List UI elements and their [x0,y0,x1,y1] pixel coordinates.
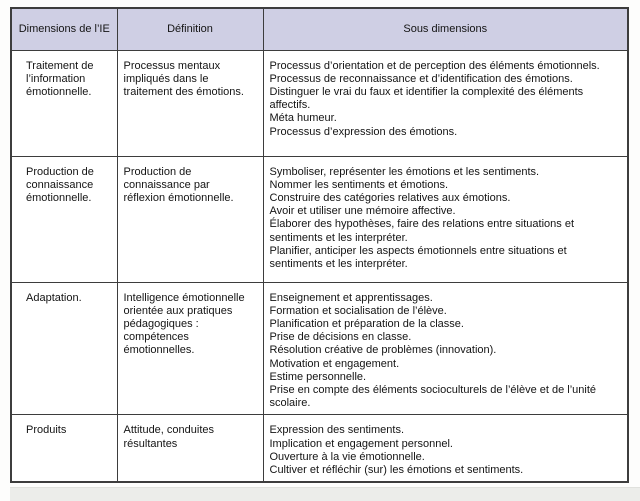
sous-dimension-item: Implication et engagement personnel. [269,437,453,450]
header-definition: Définition [117,8,263,50]
table-header-row [11,8,628,50]
sous-dimension-item: Distinguer le vrai du faux et identifier la complexité des éléments affectifs. [269,85,584,112]
header-dimensions: Dimensions de l’IE [11,8,117,50]
emotional-intelligence-table [10,7,629,483]
table-row [11,50,628,156]
sous-dimension-item: Formation et socialisation de l’élève. [269,304,447,317]
header-sous-dimensions: Sous dimensions [263,8,628,50]
sous-dimension-item: Construire des catégories relatives aux émotions. [269,191,511,204]
sous-dimensions-cell [263,282,628,415]
dimension-cell: Traitement de l’information émotionnelle. [11,50,117,156]
sous-dimensions-cell [263,156,628,282]
sous-dimension-item: Méta humeur. [269,112,337,125]
dimension-cell: Adaptation. [11,282,117,415]
definition-cell: Production de connaissance par réflexion émotionnelle. [117,156,263,282]
sous-dimension-item: Processus d’expression des émotions. [269,125,458,138]
sous-dimension-item: Ouverture à la vie émotionnelle. [269,450,425,463]
sous-dimension-item: Planification et préparation de la classe. [269,317,464,330]
sous-dimension-item: Processus de reconnaissance et d’identification des émotions. [269,72,573,85]
sous-dimension-item: Estime personnelle. [269,370,367,383]
sous-dimension-item: Cultiver et réfléchir (sur) les émotions et sentiments. [269,463,524,476]
dimension-cell: Produits [11,415,117,482]
sous-dimension-item: Planifier, anticiper les aspects émotionnels entre situations et sentiments et les interpréter. [269,244,567,270]
sous-dimension-item: Processus d’orientation et de perception des éléments émotionnels. [269,59,600,72]
sous-dimension-item: Résolution créative de problèmes (innovation). [269,344,497,357]
sous-dimension-item: Prise en compte des éléments socioculturels de l’élève et de l’unité scolaire. [269,383,597,410]
sous-dimension-item: Élaborer des hypothèses, faire des relations entre situations et sentiments et les interpréter. [269,218,575,244]
sous-dimension-item: Prise de décisions en classe. [269,331,412,344]
page-bottom-shading [10,487,640,501]
sous-dimension-item: Symboliser, représenter les émotions et les sentiments. [269,165,540,178]
table-row [11,415,628,482]
definition-cell: Intelligence émotionnelle orientée aux pratiques pédagogiques : compétences émotionnelles. [117,282,263,415]
sous-dimension-item: Nommer les sentiments et émotions. [269,178,449,191]
sous-dimension-item: Motivation et engagement. [269,357,400,370]
sous-dimension-item: Expression des sentiments. [269,424,405,437]
table-row [11,156,628,282]
table-row [11,282,628,415]
dimension-cell: Production de connaissance émotionnelle. [11,156,117,282]
sous-dimension-item: Avoir et utiliser une mémoire affective. [269,205,456,218]
definition-cell: Processus mentaux impliqués dans le traitement des émotions. [117,50,263,156]
sous-dimensions-cell [263,415,628,482]
sous-dimensions-cell [263,50,628,156]
definition-cell: Attitude, conduites résultantes [117,415,263,482]
sous-dimension-item: Enseignement et apprentissages. [269,291,433,304]
